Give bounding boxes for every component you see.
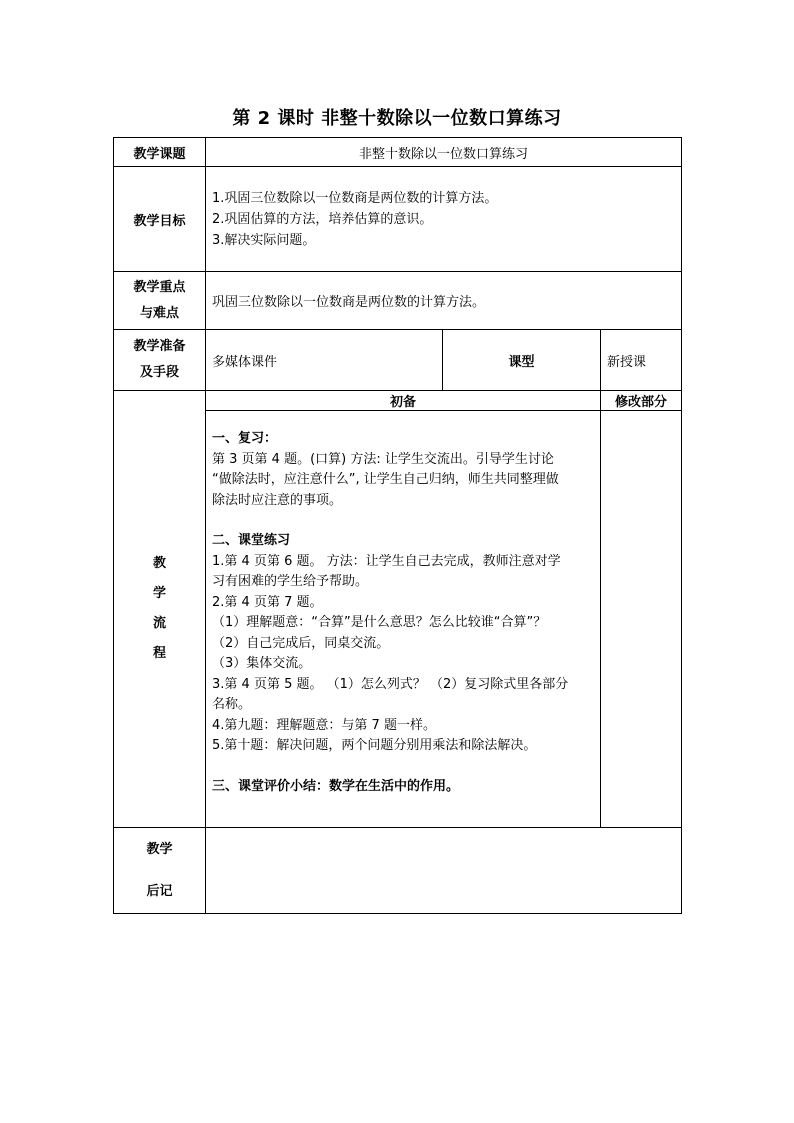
- goals-list: [206, 167, 682, 272]
- topic-row: [114, 138, 682, 167]
- review-line: 除法时应注意的事项。: [212, 492, 343, 508]
- key-points-label-line2: 与难点: [139, 305, 179, 321]
- practice-line: （1）理解题意：“合算”是什么意思？怎么比较谁“合算”？: [212, 615, 547, 630]
- practice-line: （2）自己完成后，同桌交流。: [212, 635, 390, 651]
- key-points-label-line1: 教学重点: [133, 279, 186, 295]
- practice-line: （3）集体交流。: [212, 656, 312, 671]
- prep-label: [114, 330, 206, 391]
- key-points-label: [114, 272, 206, 330]
- practice-line: 4.第九题：理解题意：与第 7 题一样。: [212, 717, 436, 733]
- review-line: 第 3 页第 4 题。(口算) 方法: 让学生交流出。引导学生讨论: [212, 451, 554, 467]
- topic-label: 教学课题: [114, 138, 206, 167]
- practice-line: 1.第 4 页第 6 题。 方法：让学生自己去完成，教师注意对学: [212, 553, 561, 569]
- lesson-type-value: 新授课: [601, 330, 682, 391]
- practice-heading: 二、课堂练习: [212, 533, 291, 548]
- lesson-type-label: 课型: [443, 330, 601, 391]
- key-points-value: 巩固三位数除以一位数商是两位数的计算方法。: [206, 272, 682, 330]
- practice-line: 3.第 4 页第 5 题。 （1）怎么列式？ （2）复习除式里各部分: [212, 676, 569, 692]
- flow-content: [206, 411, 601, 828]
- postscript-row: [114, 828, 682, 914]
- key-points-row: [114, 272, 682, 330]
- prep-label-line1: 教学准备: [133, 339, 186, 354]
- page-title: 第 2 课时 非整十数除以一位数口算练习: [232, 108, 562, 129]
- review-line: “做除法时，应注意什么”, 让学生自己归纳，师生共同整理做: [212, 472, 559, 487]
- flow-header-row: [114, 391, 682, 411]
- prep-value: 多媒体课件: [206, 330, 443, 391]
- flow-label: [114, 391, 206, 828]
- prep-row: [114, 330, 682, 391]
- flow-label-char: 学: [152, 586, 166, 601]
- practice-line: 5.第十题：解决问题，两个问题分别用乘法和除法解决。: [212, 738, 537, 753]
- practice-line: 2.第 4 页第 7 题。: [212, 594, 323, 610]
- goals-row: [114, 167, 682, 272]
- flow-label-char: 流: [152, 616, 166, 631]
- lesson-plan-table: [113, 137, 682, 914]
- postscript-label-line1: 教学: [146, 841, 173, 857]
- revise-column-body: [601, 411, 682, 828]
- postscript-label: [114, 828, 206, 914]
- practice-line: 习有困难的学生给予帮助。: [212, 574, 369, 589]
- postscript-body: [206, 828, 682, 914]
- goal-item: 3.解决实际问题。: [212, 232, 316, 248]
- prep-label-line2: 及手段: [139, 365, 179, 380]
- goal-item: 2.巩固估算的方法，培养估算的意识。: [212, 211, 433, 227]
- goal-item: 1.巩固三位数除以一位数商是两位数的计算方法。: [212, 190, 498, 206]
- flow-label-char: 教: [152, 556, 166, 571]
- revise-column-header: 修改部分: [601, 391, 682, 411]
- summary-line: 三、课堂评价小结：数学在生活中的作用。: [212, 778, 460, 794]
- review-heading: 一、复习：: [212, 431, 278, 446]
- goals-label: 教学目标: [114, 167, 206, 272]
- practice-line: 名称。: [212, 697, 252, 712]
- topic-value: 非整十数除以一位数口算练习: [206, 138, 682, 167]
- postscript-label-line2: 后记: [146, 883, 173, 899]
- draft-column-header: 初备: [206, 391, 601, 411]
- flow-label-char: 程: [152, 646, 166, 661]
